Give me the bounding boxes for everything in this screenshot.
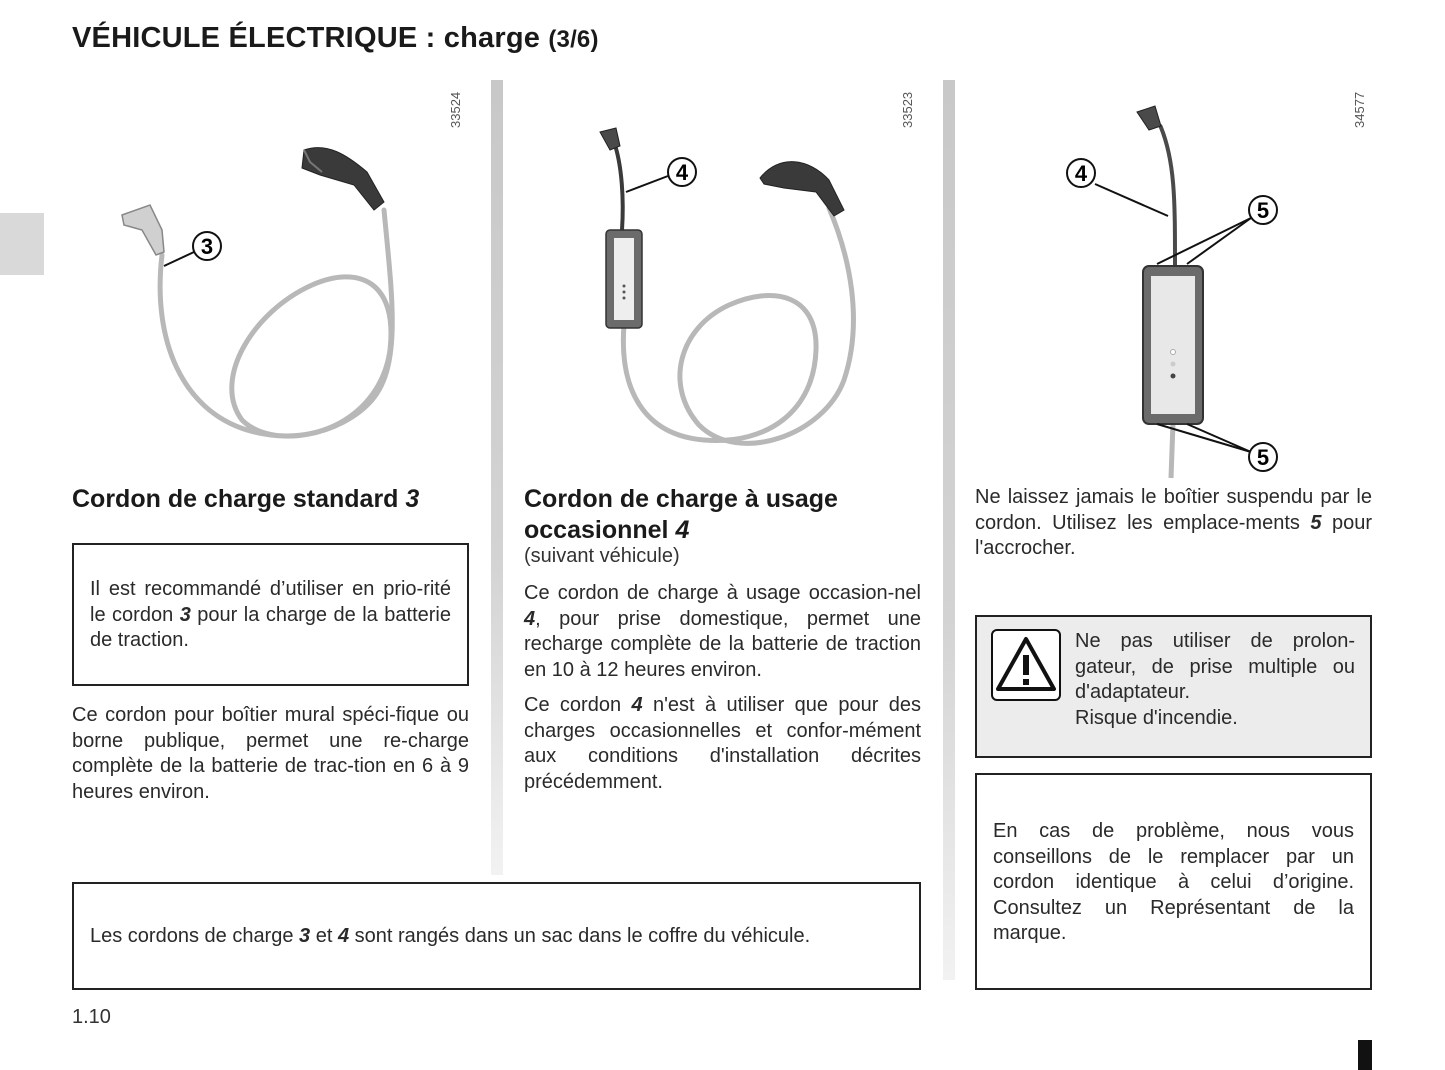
leader-line-5a: [1157, 218, 1251, 264]
leader-line-5d: [1187, 424, 1251, 452]
control-box-face-3: [1151, 276, 1195, 414]
heading-occasional-cable: Cordon de charge à usage occasionnel 4: [524, 485, 838, 544]
column-separator-2: [943, 80, 955, 980]
figure-ref-1: 33524: [448, 91, 463, 128]
domestic-plug-3: [1137, 106, 1161, 130]
cable-out: [1171, 423, 1173, 478]
occasional-cable-description: Ce cordon de charge à usage occasion-nel 4, pour prise domestique, permet une recharge complète de la batterie de traction en 10 à 12 heures environ.: [524, 582, 921, 681]
figure-control-box: [975, 80, 1375, 480]
page-title: [72, 22, 599, 55]
vehicle-connector-2: [760, 162, 844, 216]
chapter-tab: [0, 213, 44, 275]
callout-5a-label: 5: [1256, 198, 1270, 223]
heading-standard-cable: Cordon de charge standard 3: [72, 485, 420, 513]
storage-note-box: Les cordons de charge 3 et 4 sont rangés dans un sac dans le coffre du véhicule.: [72, 882, 921, 990]
domestic-plug: [600, 128, 620, 150]
page-number: 1.10: [72, 1006, 111, 1028]
callout-4b-label: 4: [1074, 161, 1088, 186]
title-page: (3/6): [548, 26, 599, 53]
subheading-vehicle: (suivant véhicule): [524, 545, 680, 567]
occasional-cable-usage: Ce cordon 4 n'est à utiliser que pour des charges occasionnelles et confor-mément aux conditions d'installation décrites précédemment.: [524, 694, 921, 793]
leader-line-3: [164, 252, 194, 266]
cable-path-2: [623, 208, 853, 443]
vehicle-connector: [302, 148, 384, 210]
figure-occasional-cable: [524, 80, 934, 460]
leader-line-5b: [1187, 218, 1251, 264]
figure-standard-cable: [72, 80, 482, 460]
hook-instruction: Ne laissez jamais le boîtier suspendu par le cordon. Utilisez les emplace-ments 5 pour l'accrocher.: [975, 486, 1372, 559]
standard-cable-description: Ce cordon pour boîtier mural spéci-fique ou borne publique, permet une re-charge complète de la batterie de trac-tion en 6 à 9 heures environ.: [72, 704, 469, 803]
plug-cord-3: [1160, 125, 1175, 265]
callout-5b-label: 5: [1256, 445, 1270, 470]
problem-text: En cas de problème, nous vous conseillons de le remplacer par un cordon identique à celui d’origine. Consultez un Représentant de la marque.: [993, 820, 1354, 944]
warning-risk: Risque d'incendie.: [1075, 707, 1238, 729]
recommendation-box: Il est recommandé d’utiliser en prio-rité le cordon 3 pour la charge de la batterie de traction.: [72, 543, 469, 686]
figure-ref-2: 33523: [900, 91, 915, 128]
callout-4-label: 4: [675, 160, 689, 185]
page-edge-mark: [1358, 1040, 1372, 1070]
plug-cord: [614, 142, 623, 230]
figure-ref-3: 34577: [1352, 91, 1367, 128]
wall-plug: [122, 205, 164, 255]
leader-line-4: [626, 176, 668, 192]
warning-triangle-icon: [991, 629, 1061, 701]
title-main: VÉHICULE ÉLECTRIQUE : charge: [72, 22, 541, 54]
callout-3-label: 3: [200, 234, 214, 259]
column-separator-1: [491, 80, 503, 875]
control-box-face: [614, 238, 634, 320]
leader-line-4b: [1095, 184, 1168, 216]
warning-text: Ne pas utiliser de prolon-gateur, de prise multiple ou d'adaptateur.: [1075, 630, 1355, 703]
warning-box: [975, 615, 1372, 758]
problem-box: [975, 773, 1372, 990]
